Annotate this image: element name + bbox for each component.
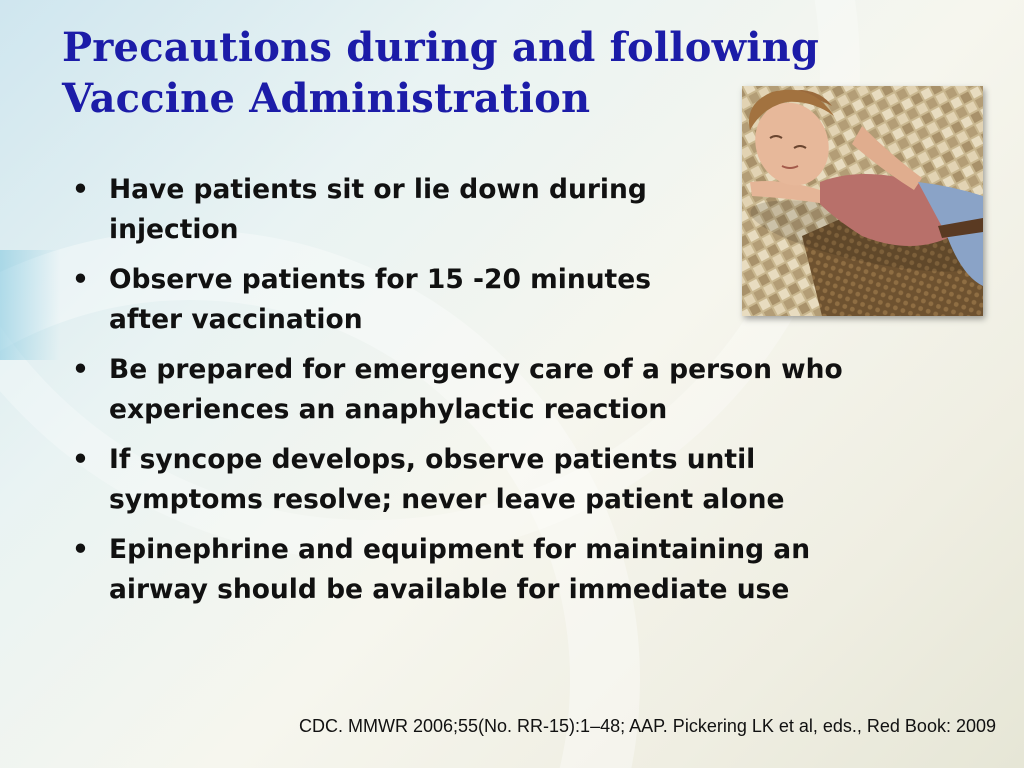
bullet-marker: • [72, 534, 89, 565]
bullet-text: Observe patients for 15 -20 minutes after vaccination [109, 264, 651, 335]
citation: CDC. MMWR 2006;55(No. RR-15):1–48; AAP. Pickering LK et al, eds., Red Book: 2009 [299, 716, 996, 736]
bullet-list [72, 170, 862, 620]
bullet-text: Be prepared for emergency care of a person who experiences an anaphylactic reaction [109, 354, 843, 425]
bullet-marker: • [72, 264, 89, 295]
bullet-text: Epinephrine and equipment for maintaining an airway should be available for immediate use [109, 534, 811, 605]
list-item [72, 260, 862, 340]
background-band [0, 250, 60, 360]
bullet-text: If syncope develops, observe patients until symptoms resolve; never leave patient alone [109, 444, 785, 515]
list-item [72, 350, 862, 430]
bullet-text: Have patients sit or lie down during injection [109, 174, 647, 245]
title-line-2: Vaccine Administration [62, 75, 591, 122]
list-item [72, 170, 862, 250]
bullet-marker: • [72, 354, 89, 385]
list-item [72, 440, 862, 520]
bullet-marker: • [72, 174, 89, 205]
bullet-marker: • [72, 444, 89, 475]
title-line-1: Precautions during and following [62, 24, 820, 71]
list-item [72, 530, 862, 610]
